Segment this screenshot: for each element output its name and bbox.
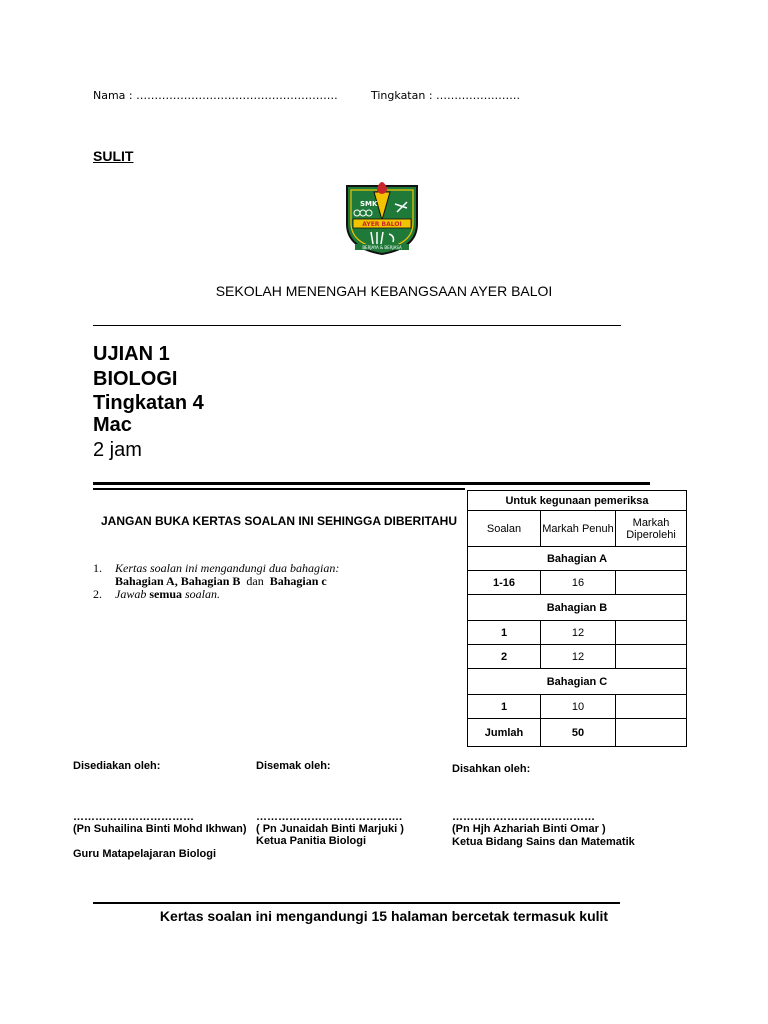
question-cell: 2	[468, 645, 541, 669]
divider	[93, 325, 621, 326]
prepared-name: (Pn Suhailina Binti Mohd Ikhwan)	[73, 823, 247, 835]
prepared-label: Disediakan oleh:	[73, 760, 161, 772]
warning-text: JANGAN BUKA KERTAS SOALAN INI SEHINGGA DIBERITAHU	[100, 514, 457, 528]
tingkatan-field: Tingkatan : …………….…….	[371, 89, 521, 102]
total-label: Jumlah	[468, 719, 541, 747]
table-row	[468, 645, 687, 669]
score-cell	[616, 571, 687, 595]
exam-duration: 2 jam	[93, 439, 142, 461]
nama-field: Nama : ……………………………………………….	[93, 89, 338, 102]
logo-smk-text: SMK	[360, 200, 378, 208]
jawab-text: Jawab	[115, 587, 147, 601]
col-markah-diperolehi: Markah Diperolehi	[616, 511, 687, 547]
checked-role: Ketua Panitia Biologi	[256, 835, 367, 847]
instruction-number: 1.	[93, 561, 102, 575]
total-value: 50	[541, 719, 616, 747]
question-cell: 1	[468, 695, 541, 719]
table-row	[468, 695, 687, 719]
exam-form: Tingkatan 4	[93, 392, 204, 414]
approved-name: (Pn Hjh Azhariah Binti Omar )	[452, 823, 606, 835]
instruction-text: Kertas soalan ini mengandungi dua bahagian:	[115, 561, 340, 575]
footer-text: Kertas soalan ini mengandungi 15 halaman bercetak termasuk kulit	[159, 908, 609, 924]
table-row	[468, 571, 687, 595]
approved-label: Disahkan oleh:	[452, 763, 531, 775]
part-c: Bahagian c	[269, 574, 327, 588]
question-cell: 1	[468, 621, 541, 645]
section-c: Bahagian C	[468, 669, 687, 695]
and-text: dan	[246, 574, 264, 588]
mark-cell: 12	[541, 621, 616, 645]
logo-banner-text: AYER BALOI	[362, 221, 402, 228]
table-heading: Untuk kegunaan pemeriksa	[468, 491, 687, 511]
part-a-b: Bahagian A, Bahagian B	[115, 574, 241, 588]
thick-divider-2	[93, 488, 465, 490]
school-name: SEKOLAH MENENGAH KEBANGSAAN AYER BALOI	[215, 283, 553, 299]
question-cell: 1-16	[468, 571, 541, 595]
school-logo	[343, 178, 421, 256]
instruction-number: 2.	[93, 587, 102, 601]
table-row-total	[468, 719, 687, 747]
table-row	[468, 621, 687, 645]
soalan-text: soalan.	[185, 587, 221, 601]
exam-subject: BIOLOGI	[93, 368, 178, 390]
classification-label: SULIT	[93, 148, 134, 164]
exam-title: UJIAN 1	[93, 343, 170, 365]
col-markah-penuh: Markah Penuh	[541, 511, 616, 547]
instructions	[93, 562, 465, 601]
mark-cell: 12	[541, 645, 616, 669]
examiner-table	[467, 490, 687, 747]
exam-month: Mac	[93, 414, 132, 436]
logo-motto-text: BERJAYA & BERJASA	[362, 245, 402, 250]
score-cell	[616, 621, 687, 645]
score-cell	[616, 719, 687, 747]
mark-cell: 16	[541, 571, 616, 595]
footer-divider	[93, 902, 620, 904]
section-a: Bahagian A	[468, 547, 687, 571]
prepared-dots: ……………………………	[73, 811, 194, 823]
semua-text: semua	[149, 587, 183, 601]
score-cell	[616, 695, 687, 719]
thick-divider	[93, 482, 650, 485]
approved-dots: …………………………………	[452, 811, 595, 823]
mark-cell: 10	[541, 695, 616, 719]
score-cell	[616, 645, 687, 669]
col-soalan: Soalan	[468, 511, 541, 547]
instruction-item	[93, 588, 465, 601]
prepared-role: Guru Matapelajaran Biologi	[73, 848, 217, 860]
checked-name: ( Pn Junaidah Binti Marjuki )	[256, 823, 404, 835]
checked-label: Disemak oleh:	[256, 760, 331, 772]
checked-dots: ………………………………….	[256, 811, 403, 823]
section-b: Bahagian B	[468, 595, 687, 621]
approved-role: Ketua Bidang Sains dan Matematik	[452, 836, 635, 848]
